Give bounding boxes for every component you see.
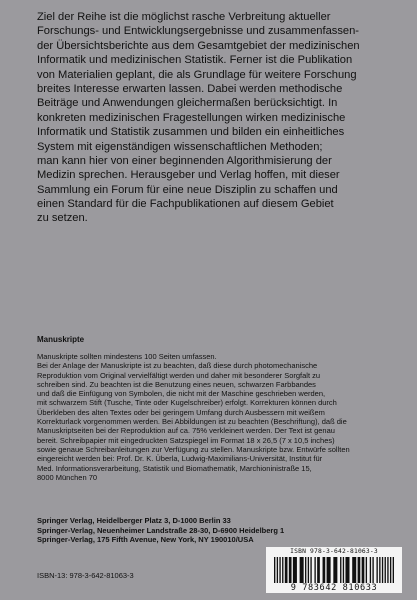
guideline-line: Manuskriptseiten bei der Reproduktion auf ca. 75% verkleinert werden. Der Text ist genau — [37, 426, 335, 436]
intro-line: System mit eigenständigen wissenschaftlichen Methoden; — [37, 140, 323, 153]
guideline-line: Überkleben des alten Textes oder bei geringem Umfang durch Ausbessern mit weißem — [37, 407, 325, 417]
barcode-bar — [345, 557, 349, 583]
guideline-line: Med. Informationsverarbeitung, Statistik und Biomathematik, Marchioninistraße 15, — [37, 463, 312, 473]
barcode-bar — [308, 557, 309, 583]
barcode-bar — [285, 557, 288, 583]
guideline-line: Reproduktion vom Original vervielfältigt werden und daher mit besonderer Sorgfalt zu — [37, 370, 321, 380]
intro-line: einen Standard für die Fachpublikationen auf diesem Gebiet — [37, 198, 334, 211]
barcode-bar — [387, 557, 388, 583]
guideline-line: sowie genaue Schreibanleitungen zur Verfügung zu stellen. Manuskripte bzw. Entwürfe sollten — [37, 444, 350, 454]
intro-line: man kann hier von einer beginnenden Algorithmisierung der — [37, 154, 332, 167]
barcode-bar — [340, 557, 341, 583]
barcode-bar — [393, 557, 394, 583]
barcode-bar — [293, 557, 297, 583]
guideline-line: bereit. Schreibpapier mit eingedruckten Satzspiegel im Format 18 x 26,5 (7 x 10,5 inches) — [37, 435, 335, 445]
barcode-digits: 9 783642 810633 — [290, 583, 378, 593]
barcode-bar — [370, 557, 371, 583]
address-line: Springer Verlag, Heidelberger Platz 3, D-1000 Berlin 33 — [37, 516, 231, 525]
series-description — [37, 10, 409, 226]
barcode-bar — [390, 557, 391, 583]
intro-line: Ziel der Reihe ist die möglichst rasche Verbreitung aktueller — [37, 11, 331, 23]
manuscripts-guidelines — [37, 352, 407, 482]
barcode-bar — [277, 557, 278, 583]
isbn-13: ISBN-13: 978-3-642-81063-3 — [37, 571, 134, 580]
barcode-bar — [300, 557, 304, 583]
address-line: Springer-Verlag, 175 Fifth Avenue, New York, NY 190010/USA — [37, 535, 254, 545]
barcode-bar — [327, 557, 331, 583]
guideline-line: Manuskripte sollten mindestens 100 Seiten umfassen. — [37, 352, 217, 361]
barcode-bar — [323, 557, 326, 583]
publisher-addresses — [37, 516, 407, 545]
intro-line: Medizin sprechen. Herausgeber und Verlag hoffen, mit dieser — [37, 169, 340, 182]
guideline-line: Bei der Anlage der Manuskripte ist zu beachten, daß diese durch photomechanische — [37, 361, 318, 371]
intro-line: zu setzen. — [37, 212, 88, 225]
guideline-line: mit schwarzem Stift (Tusche, Tinte oder Kugelschreiber) erfolgt. Korrekturen können durch — [37, 398, 337, 408]
barcode-isbn-text: ISBN 978-3-642-81063-3 — [290, 548, 378, 555]
intro-line: Informatik und medizinischen Statistik. Ferner ist die Publikation — [37, 54, 353, 67]
intro-line: Beiträge und Anwendungen gleichermaßen berücksichtigt. In — [37, 97, 338, 110]
barcode-bar — [352, 557, 356, 583]
address-line: Springer-Verlag, Neuenheimer Landstraße 28-30, D-6900 Heidelberg 1 — [37, 525, 285, 535]
intro-line: Sammlung ein Forum für eine neue Disziplin zu schaffen und — [37, 183, 338, 196]
barcode-bar — [314, 557, 315, 583]
guideline-line: und daß die Einfügung von Symbolen, die nicht mit der Maschine geschrieben werden, — [37, 389, 326, 399]
barcode-bar — [274, 557, 275, 583]
barcode-bar — [376, 557, 377, 583]
barcode-bar — [279, 557, 280, 583]
barcode-bar — [289, 557, 292, 583]
barcode-bars — [274, 557, 394, 583]
barcode-bar — [385, 557, 386, 583]
guideline-line: 8000 München 70 — [37, 472, 98, 482]
intro-line: Informatik und Statistik zusammen und bilden ein einheitliches — [37, 126, 345, 139]
barcode-bar — [333, 557, 337, 583]
intro-line: von Materialien geplant, die als Grundlage für weitere Forschung — [37, 68, 357, 81]
guideline-line: schreiben sind. Zu beachten ist die Benutzung eines neuen, schwarzen Farbbandes — [37, 379, 316, 389]
barcode-label — [266, 547, 402, 593]
guideline-line: eingereicht werden bei: Prof. Dr. K. Überla, Ludwig-Maximilians-Universität, Institut für — [37, 454, 323, 464]
barcode-bar — [379, 557, 380, 583]
intro-line: Forschungs- und Entwicklungsergebnisse und zusammenfassen- — [37, 25, 360, 38]
guideline-line: Korrekturlack vorgenommen werden. Bei Abbildungen ist zu beachten (Beschriftung), daß die — [37, 417, 347, 427]
manuscripts-heading: Manuskripte — [37, 335, 85, 344]
barcode-bar — [362, 557, 365, 583]
barcode-bar — [372, 557, 373, 583]
barcode-bar — [317, 557, 320, 583]
intro-line: breites Interesse erwarten lassen. Dabei werden methodische — [37, 82, 343, 95]
barcode-bar — [305, 557, 306, 583]
intro-line: konkreten medizinischen Fragestellungen wirken medizinische — [37, 111, 346, 124]
intro-line: der Übersichtsberichte aus dem Gesamtgebiet der medizinischen — [37, 39, 360, 52]
barcode-bar — [310, 557, 311, 583]
barcode-bar — [282, 557, 283, 583]
barcode-bar — [366, 557, 367, 583]
barcode-bar — [343, 557, 344, 583]
barcode-bar — [358, 557, 361, 583]
barcode-bar — [382, 557, 383, 583]
